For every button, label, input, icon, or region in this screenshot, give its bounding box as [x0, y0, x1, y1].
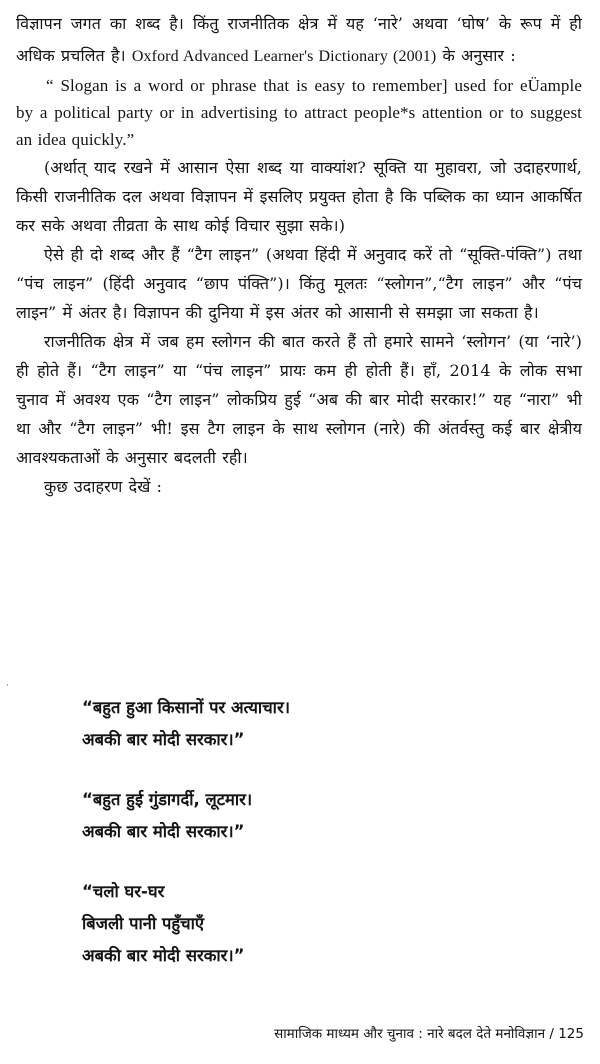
slogan-line: “चलो घर-घर — [82, 882, 165, 901]
slogan-line: “बहुत हुआ किसानों पर अत्याचार। — [82, 698, 290, 717]
paragraph-examples-intro: कुछ उदाहरण देखें : — [44, 477, 163, 496]
slogan-example — [82, 876, 522, 972]
slogan-line: बिजली पानी पहुँचाएँ — [82, 914, 204, 933]
slogan-line: “बहुत हुई गुंडागर्दी, लूटमार। — [82, 790, 253, 809]
text-span: के अनुसार : — [436, 45, 516, 65]
slogan-examples — [82, 692, 522, 1000]
english-quote: “ Slogan is a word or phrase that is easy to remember] used for eÜample by a political party or in advertising to attract people*s attention or to suggest an idea quickly.” — [16, 76, 582, 149]
slogan-example — [82, 692, 522, 756]
paragraph-translation: (अर्थात् याद रखने में आसान ऐसा शब्द या वाक्यांश? सूक्ति या मुहावरा, जो उदाहरणार्थ, किसी राजनीतिक दल अथवा विज्ञापन में इसलिए प्रयुक्त होता है कि पब्लिक का ध्यान आकर्षित कर सके अथवा तीव्रता के साथ कोई विचार सुझा सके।) — [16, 158, 582, 235]
slogan-line: अबकी बार मोदी सरकार।” — [82, 730, 245, 749]
dictionary-name: Oxford Advanced Learner's Dictionary (2001) — [131, 47, 437, 65]
slogan-example — [82, 784, 522, 848]
paragraph-definition-intro — [16, 8, 582, 72]
paragraph-political-slogans: राजनीतिक क्षेत्र में जब हम स्लोगन की बात करते हैं तो हमारे सामने ‘स्लोगन’ (या ‘नारे’) ही होते हैं। “टैग लाइन” या “पंच लाइन” प्रायः कम ही होती हैं। हाँ, 2014 के लोक सभा चुनाव में अवश्य एक “टैग लाइन” लोकप्रिय हुई “अब की बार मोदी सरकार!” यह “नारा” भी था और “टैग लाइन” भी! इस टैग लाइन के साथ स्लोगन (नारे) की अंतर्वस्तु कई बार क्षेत्रीय आवश्यकताओं के अनुसार बदलती रही। — [16, 332, 582, 467]
slogan-line: अबकी बार मोदी सरकार।” — [82, 946, 245, 965]
footer-separator: / — [545, 1026, 559, 1042]
page-footer — [200, 1024, 584, 1044]
margin-mark: · — [6, 681, 9, 691]
slogan-line: अबकी बार मोदी सरकार।” — [82, 822, 245, 841]
running-title: सामाजिक माध्यम और चुनाव : नारे बदल देते मनोविज्ञान — [274, 1026, 546, 1042]
paragraph-tag-line: ऐसे ही दो शब्द और हैं “टैग लाइन” (अथवा हिंदी में अनुवाद करें तो “सूक्ति-पंक्ति”) तथा “पंच लाइन” (हिंदी अनुवाद “छाप पंक्ति”)। किंतु मूलतः “स्लोगन”,“टैग लाइन” और “पंच लाइन” में अंतर है। विज्ञापन की दुनिया में इस अंतर को आसानी से समझा जा सकता है। — [16, 245, 582, 322]
text-span: विज्ञापन जगत का शब्द है। किंतु राजनीतिक क्षेत्र में यह ‘नारे’ अथवा ‘घोष’ के रूप में ही अधिक प्रचलित है। — [16, 14, 582, 65]
page-number: 125 — [558, 1026, 584, 1042]
body-text — [16, 8, 582, 501]
